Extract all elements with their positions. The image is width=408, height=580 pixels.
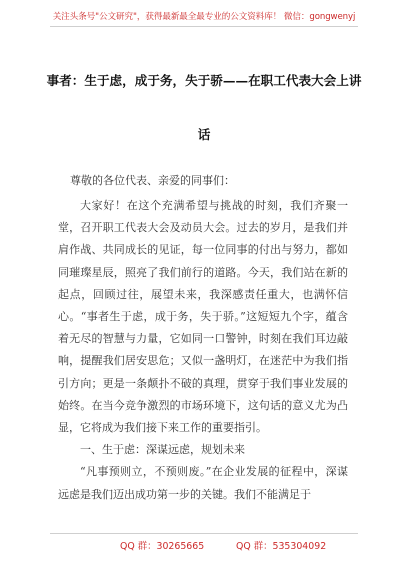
footer-divider xyxy=(50,533,358,534)
section-heading-1: 一、生于虑：深谋远虑，规划未来 xyxy=(80,443,245,457)
header-divider xyxy=(50,26,358,27)
footer-qq-group-right: QQ 群：535304092 xyxy=(236,541,327,552)
document-body xyxy=(58,195,348,506)
body-paragraph-opening: 大家好！在这个充满希望与挑战的时刻，我们齐聚一堂，召开职工代表大会及动员大会。过去的岁月，是我们并肩作战、共同成长的见证，每一位同事的付出与努力，都如同璀璨星辰，照亮了我们前行的道路。今天，我们站在新的起点，回顾过往，展望未来，我深感责任重大，也满怀信心。“事者生于虑，成于务，失于骄。”这短短九个字，蕴含着无尽的智慧与力量，它如同一口警钟，时刻在我们耳边敲响，提醒我们居安思危；又似一盏明灯，在迷茫中为我们指引方向；更是一条颠扑不破的真理，贯穿于我们事业发展的始终。在当今竞争激烈的市场环境下，这句话的意义尤为凸显，它将成为我们接下来工作的重要指引。 xyxy=(58,199,348,435)
body-paragraph-section-1: “凡事预则立，不预则废。”在企业发展的征程中，深谋远虑是我们迈出成功第一步的关键。我们不能满足于 xyxy=(58,465,348,501)
footer-qq-group-left: QQ 群：30265665 xyxy=(120,541,205,552)
document-title-line-1: 事者：生于虑，成于务，失于骄——在职工代表大会上讲 xyxy=(46,73,362,88)
document-title-line-2: 话 xyxy=(197,127,211,142)
salutation: 尊敬的各位代表、亲爱的同事们： xyxy=(70,174,235,187)
header-note: 关注头条号"公文研究"，获得最新最全最专业的公文资料库！ 微信：gongwenyj xyxy=(52,12,356,22)
